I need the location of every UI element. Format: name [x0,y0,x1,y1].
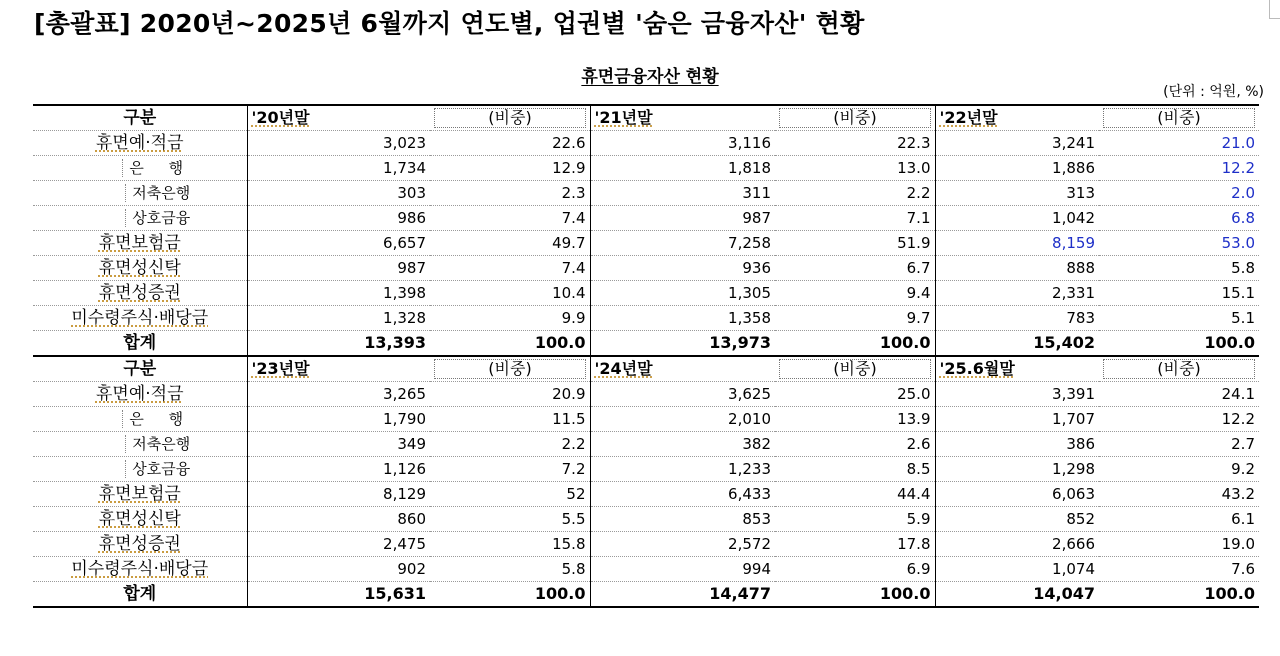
amount-cell: 936 [590,256,775,281]
amount-cell: 1,298 [935,457,1099,482]
amount-cell: 349 [247,432,430,457]
ratio-label: (비중) [1103,108,1255,128]
period-label: '23년말 [251,359,310,378]
amount-cell: 888 [935,256,1099,281]
dormant-assets-table [33,104,1259,608]
row-label-text: 휴면보험금 [98,233,181,253]
ratio-cell: 15.1 [1099,281,1259,306]
row-label-text: 은 행 [122,159,193,177]
row-label-text: 휴면예·적금 [95,133,184,153]
amount-cell: 860 [247,507,430,532]
ratio-cell: 9.7 [775,306,935,331]
total-ratio-cell: 100.0 [775,331,935,357]
amount-cell: 3,265 [247,382,430,407]
table-row [33,432,1259,457]
table-row [33,131,1259,156]
ratio-cell: 25.0 [775,382,935,407]
ratio-cell: 2.7 [1099,432,1259,457]
row-label-text: 저축은행 [125,435,190,453]
ratio-cell: 22.6 [430,131,590,156]
period-label: '21년말 [594,108,653,127]
period-header [935,356,1099,382]
period-label: '24년말 [594,359,653,378]
ratio-cell: 2.6 [775,432,935,457]
row-label [33,407,247,432]
ratio-header [1099,105,1259,131]
row-label-text: 휴면보험금 [98,484,181,504]
amount-cell: 2,666 [935,532,1099,557]
row-label-text: 휴면성증권 [98,534,181,554]
ratio-header [775,105,935,131]
row-label [33,206,247,231]
ratio-cell: 10.4 [430,281,590,306]
total-ratio-cell: 100.0 [1099,331,1259,357]
row-label [33,231,247,256]
ratio-cell: 6.8 [1099,206,1259,231]
amount-cell: 2,572 [590,532,775,557]
amount-cell: 1,074 [935,557,1099,582]
row-label-text: 미수령주식·배당금 [71,308,209,328]
ratio-label: (비중) [1103,359,1255,379]
amount-cell: 1,398 [247,281,430,306]
period-label: '20년말 [251,108,310,127]
total-amount-cell: 14,047 [935,582,1099,608]
row-label [33,432,247,457]
row-label-text: 휴면성신탁 [98,258,181,278]
amount-cell: 2,475 [247,532,430,557]
row-label [33,507,247,532]
row-label-text: 휴면예·적금 [95,384,184,404]
ratio-header [775,356,935,382]
row-label-text: 상호금융 [125,460,190,478]
amount-cell: 3,241 [935,131,1099,156]
ratio-cell: 51.9 [775,231,935,256]
ratio-cell: 12.2 [1099,156,1259,181]
amount-cell: 2,331 [935,281,1099,306]
ratio-header [430,356,590,382]
ratio-label: (비중) [779,108,931,128]
row-label [33,181,247,206]
period-header [247,356,430,382]
table-row [33,256,1259,281]
amount-cell: 1,126 [247,457,430,482]
ratio-cell: 21.0 [1099,131,1259,156]
header-row [33,356,1259,382]
amount-cell: 1,886 [935,156,1099,181]
row-label-text: 미수령주식·배당금 [71,559,209,579]
unit-note: (단위 : 억원, %) [1163,84,1264,100]
ratio-header [430,105,590,131]
ratio-cell: 2.3 [430,181,590,206]
ratio-cell: 7.6 [1099,557,1259,582]
ratio-cell: 5.8 [1099,256,1259,281]
ratio-cell: 43.2 [1099,482,1259,507]
ratio-cell: 5.1 [1099,306,1259,331]
total-amount-cell: 15,631 [247,582,430,608]
total-label: 합계 [33,331,247,357]
total-label: 합계 [33,582,247,608]
ratio-cell: 7.4 [430,206,590,231]
ratio-cell: 9.4 [775,281,935,306]
ratio-cell: 13.9 [775,407,935,432]
row-label [33,482,247,507]
amount-cell: 987 [590,206,775,231]
table-row [33,407,1259,432]
row-label-text: 저축은행 [125,184,190,202]
row-label-text: 휴면성신탁 [98,509,181,529]
table-row [33,181,1259,206]
ratio-cell: 6.1 [1099,507,1259,532]
amount-cell: 1,818 [590,156,775,181]
table-title: 휴면금융자산 현황 [581,67,719,87]
table-row [33,482,1259,507]
total-amount-cell: 13,973 [590,331,775,357]
ratio-cell: 19.0 [1099,532,1259,557]
amount-cell: 8,159 [935,231,1099,256]
ratio-label: (비중) [434,108,586,128]
ratio-cell: 5.8 [430,557,590,582]
row-label [33,156,247,181]
row-label [33,532,247,557]
amount-cell: 6,433 [590,482,775,507]
ratio-cell: 7.4 [430,256,590,281]
ratio-cell: 49.7 [430,231,590,256]
ratio-cell: 52 [430,482,590,507]
amount-cell: 994 [590,557,775,582]
document-title: [총괄표] 2020년~2025년 6월까지 연도별, 업권별 '숨은 금융자산' 현황 [34,9,865,38]
row-label [33,281,247,306]
amount-cell: 3,116 [590,131,775,156]
amount-cell: 3,023 [247,131,430,156]
amount-cell: 1,734 [247,156,430,181]
total-amount-cell: 15,402 [935,331,1099,357]
amount-cell: 1,042 [935,206,1099,231]
amount-cell: 987 [247,256,430,281]
ratio-cell: 15.8 [430,532,590,557]
ratio-cell: 17.8 [775,532,935,557]
ratio-cell: 44.4 [775,482,935,507]
amount-cell: 3,625 [590,382,775,407]
amount-cell: 386 [935,432,1099,457]
amount-cell: 902 [247,557,430,582]
period-label: '25.6월말 [939,359,1015,378]
table-row [33,156,1259,181]
table-row [33,281,1259,306]
total-row [33,331,1259,357]
ratio-cell: 6.7 [775,256,935,281]
row-label [33,131,247,156]
ratio-cell: 12.2 [1099,407,1259,432]
amount-cell: 852 [935,507,1099,532]
total-row [33,582,1259,608]
row-label [33,256,247,281]
row-label [33,457,247,482]
total-ratio-cell: 100.0 [1099,582,1259,608]
scrollbar-corner[interactable] [1269,0,1280,19]
ratio-cell: 20.9 [430,382,590,407]
ratio-cell: 22.3 [775,131,935,156]
amount-cell: 853 [590,507,775,532]
table-row [33,557,1259,582]
total-ratio-cell: 100.0 [430,331,590,357]
ratio-label: (비중) [434,359,586,379]
table-row [33,532,1259,557]
amount-cell: 382 [590,432,775,457]
row-label [33,306,247,331]
amount-cell: 1,790 [247,407,430,432]
ratio-cell: 2.2 [430,432,590,457]
amount-cell: 7,258 [590,231,775,256]
period-header [247,105,430,131]
ratio-cell: 24.1 [1099,382,1259,407]
amount-cell: 311 [590,181,775,206]
ratio-cell: 6.9 [775,557,935,582]
ratio-cell: 9.2 [1099,457,1259,482]
amount-cell: 1,358 [590,306,775,331]
ratio-cell: 7.1 [775,206,935,231]
table-row [33,382,1259,407]
total-amount-cell: 13,393 [247,331,430,357]
period-header [590,356,775,382]
period-header [935,105,1099,131]
ratio-cell: 53.0 [1099,231,1259,256]
amount-cell: 1,707 [935,407,1099,432]
amount-cell: 8,129 [247,482,430,507]
ratio-cell: 12.9 [430,156,590,181]
ratio-cell: 2.0 [1099,181,1259,206]
ratio-label: (비중) [779,359,931,379]
total-ratio-cell: 100.0 [430,582,590,608]
ratio-cell: 8.5 [775,457,935,482]
ratio-cell: 11.5 [430,407,590,432]
ratio-cell: 9.9 [430,306,590,331]
row-label [33,382,247,407]
table-row [33,457,1259,482]
table-row [33,206,1259,231]
ratio-cell: 7.2 [430,457,590,482]
amount-cell: 783 [935,306,1099,331]
header-row [33,105,1259,131]
ratio-cell: 5.5 [430,507,590,532]
total-ratio-cell: 100.0 [775,582,935,608]
row-label-text: 휴면성증권 [98,283,181,303]
amount-cell: 6,657 [247,231,430,256]
amount-cell: 3,391 [935,382,1099,407]
category-header: 구분 [33,105,247,131]
amount-cell: 313 [935,181,1099,206]
category-header: 구분 [33,356,247,382]
amount-cell: 1,233 [590,457,775,482]
table-row [33,231,1259,256]
table-row [33,507,1259,532]
ratio-cell: 13.0 [775,156,935,181]
amount-cell: 6,063 [935,482,1099,507]
amount-cell: 1,305 [590,281,775,306]
period-label: '22년말 [939,108,998,127]
row-label [33,557,247,582]
amount-cell: 303 [247,181,430,206]
amount-cell: 2,010 [590,407,775,432]
ratio-header [1099,356,1259,382]
ratio-cell: 2.2 [775,181,935,206]
row-label-text: 상호금융 [125,209,190,227]
amount-cell: 1,328 [247,306,430,331]
ratio-cell: 5.9 [775,507,935,532]
row-label-text: 은 행 [122,410,193,428]
table-row [33,306,1259,331]
total-amount-cell: 14,477 [590,582,775,608]
amount-cell: 986 [247,206,430,231]
period-header [590,105,775,131]
